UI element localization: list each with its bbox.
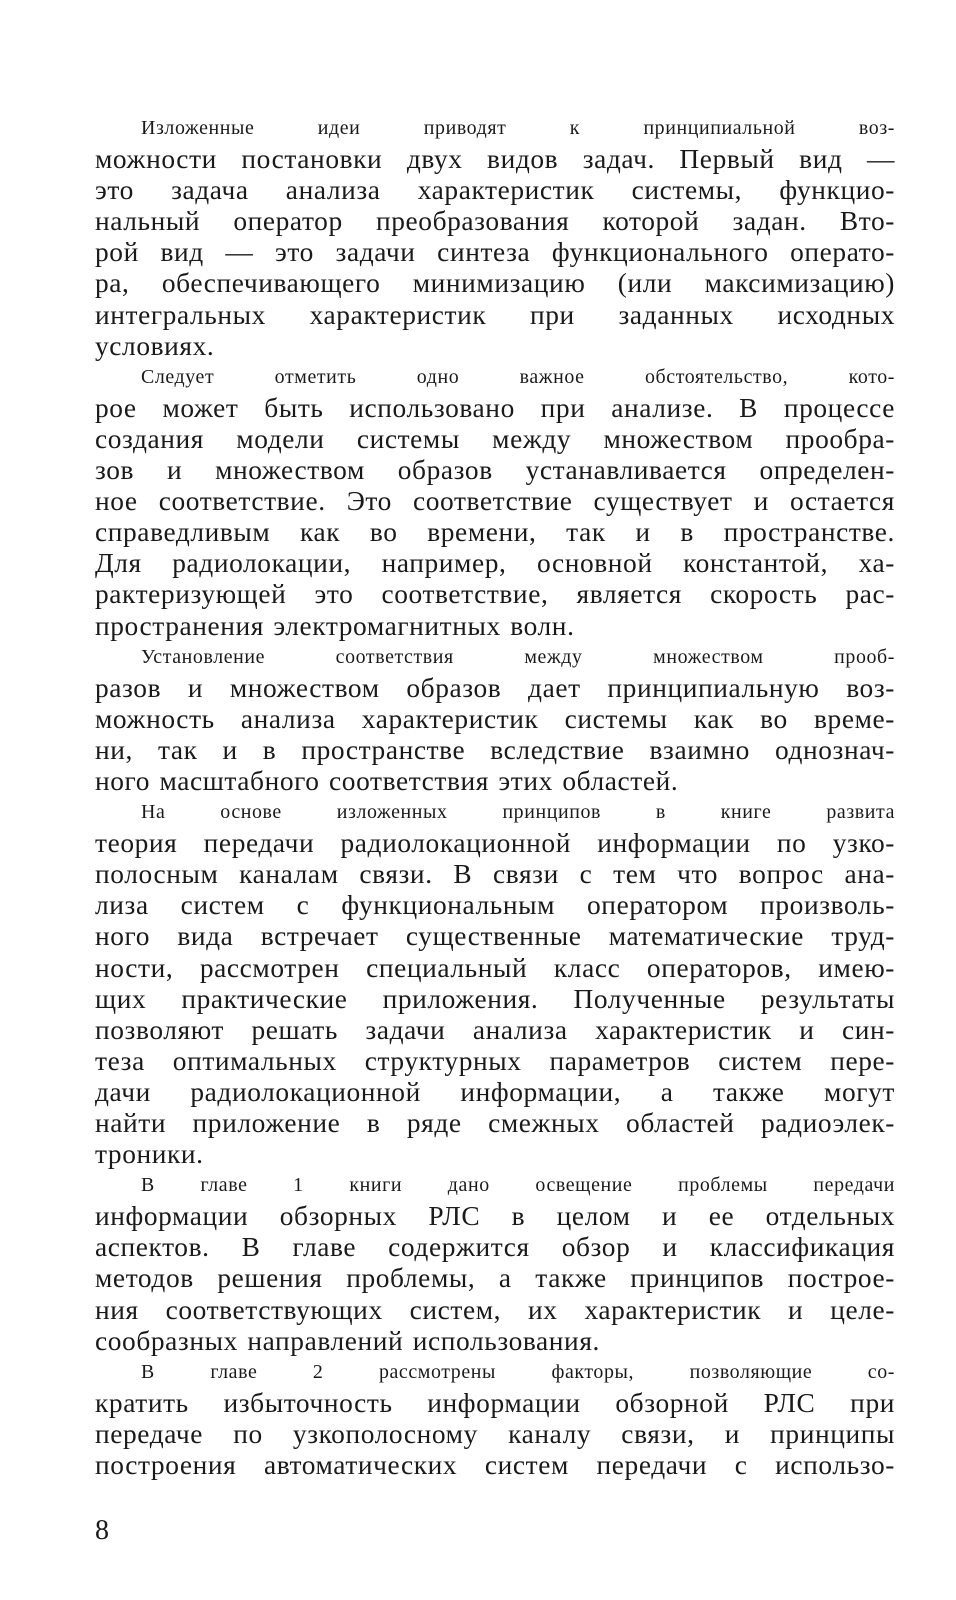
text-line: создания модели системы между множеством прообра- <box>95 423 895 454</box>
text-line: троники. <box>95 1139 204 1170</box>
text-line: разов и множеством образов дает принципиальную воз- <box>95 672 895 703</box>
text-line: зов и множеством образов устанавливается определен- <box>95 455 895 486</box>
text-line: позволяют решать задачи анализа характеристик и син- <box>95 1014 895 1045</box>
text-line: рое может быть использовано при анализе. В процессе <box>95 392 895 423</box>
text-line: ного масштабного соответствия этих областей. <box>95 765 679 796</box>
paragraph <box>95 113 895 362</box>
paragraph <box>95 1170 895 1357</box>
text-line: можности постановки двух видов задач. Первый вид — <box>95 144 895 175</box>
text-line: методов решения проблемы, а также принципов построе- <box>95 1263 895 1294</box>
text-line: сообразных направлений использования. <box>95 1325 600 1356</box>
text-line: рактеризующей это соответствие, является скорость рас- <box>95 579 895 610</box>
text-line: Изложенные идеи приводят к принципиальной воз- <box>141 117 895 139</box>
text-line: ного вида встречает существенные математические труд- <box>95 921 895 952</box>
text-line: найти приложение в ряде смежных областей радиоэлек- <box>95 1108 895 1138</box>
page-number: 8 <box>95 1515 109 1546</box>
text-line: пространения электромагнитных волн. <box>95 610 575 641</box>
text-line: кратить избыточность информации обзорной РЛС при <box>95 1387 895 1418</box>
text-line: построения автоматических систем передачи с использо- <box>95 1450 895 1481</box>
text-line: полосным каналам связи. В связи с тем что вопрос ана- <box>95 859 895 890</box>
text-line: В главе 1 книги дано освещение проблемы передачи <box>141 1174 895 1197</box>
text-line: Установление соответствия между множеством прооб- <box>141 645 895 668</box>
text-line: ное соответствие. Это соответствие существует и остается <box>95 486 895 517</box>
paragraph <box>95 642 895 797</box>
text-line: условиях. <box>95 330 215 361</box>
text-line: дачи радиолокационной информации, а также могут <box>95 1076 895 1107</box>
paragraph <box>95 1357 895 1481</box>
text-line: интегральных характеристик при заданных исходных <box>95 299 895 330</box>
text-line: ности, рассмотрен специальный класс операторов, имею- <box>95 952 895 983</box>
text-line: передаче по узкополосному каналу связи, и принципы <box>95 1418 895 1449</box>
body-text <box>95 113 895 1481</box>
text-line: щих практические приложения. Полученные результаты <box>95 983 895 1014</box>
text-line: это задача анализа характеристик системы, функцио- <box>95 175 895 206</box>
paragraph <box>95 797 895 1170</box>
text-line: рой вид — это задачи синтеза функционального операто- <box>95 237 895 268</box>
text-line: справедливым как во времени, так и в пространстве. <box>95 517 895 548</box>
paragraph <box>95 362 895 642</box>
text-line: аспектов. В главе содержится обзор и классификация <box>95 1232 895 1263</box>
text-line: можность анализа характеристик системы как во време- <box>95 703 895 734</box>
text-line: теза оптимальных структурных параметров систем пере- <box>95 1045 895 1076</box>
text-line: Для радиолокации, например, основной константой, ха- <box>95 548 895 579</box>
text-line: теория передачи радиолокационной информации по узко- <box>95 828 895 859</box>
text-line: На основе изложенных принципов в книге развита <box>141 801 895 824</box>
text-line: лиза систем с функциональным оператором произволь- <box>95 890 895 921</box>
text-line: В главе 2 рассмотрены факторы, позволяющие со- <box>141 1360 895 1383</box>
text-line: нальный оператор преобразования которой задан. Вто- <box>95 206 895 237</box>
text-line: ния соответствующих систем, их характеристик и целе- <box>95 1294 895 1325</box>
text-line: ни, так и в пространстве вследствие взаимно однознач- <box>95 734 895 765</box>
text-line: информации обзорных РЛС в целом и ее отдельных <box>95 1201 895 1232</box>
text-line: Следует отметить одно важное обстоятельство, кото- <box>141 365 895 388</box>
text-line: ра, обеспечивающего минимизацию (или максимизацию) <box>95 268 895 299</box>
